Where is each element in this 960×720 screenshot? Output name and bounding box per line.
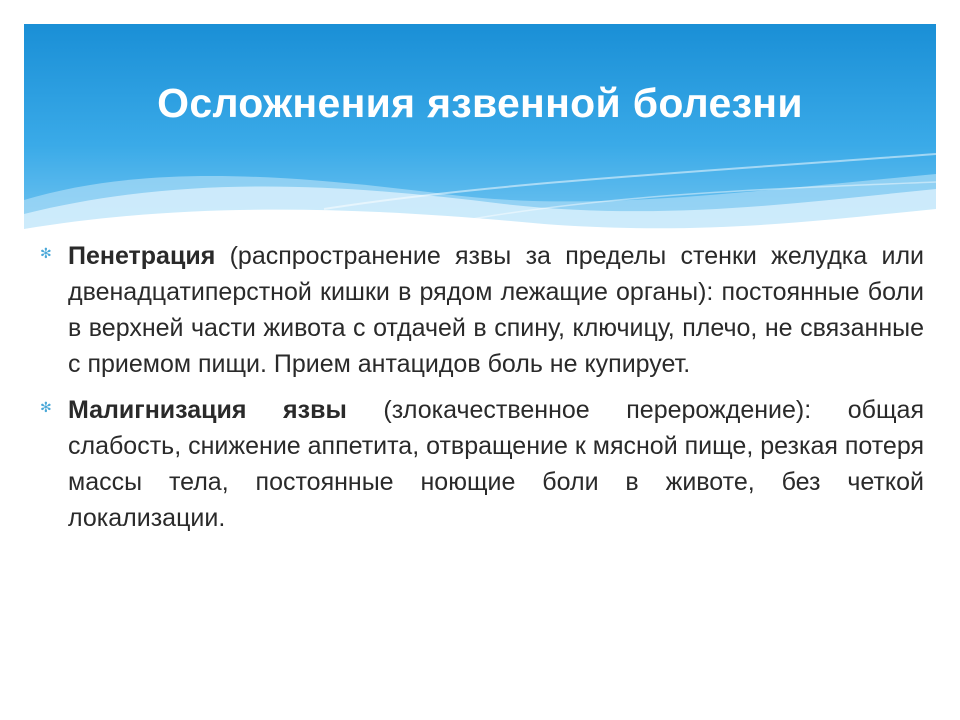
asterisk-bullet-icon: ✻ [40,400,52,416]
bullet-text [68,392,924,536]
bullet-description: (распространение язвы за пределы стенки желудка или двенадцатиперстной кишки в рядом лежащие органы): постоянные боли в верхней части живота с отдачей в спину, ключицу, плечо, не связанные с приемом пищи. Прием антацидов боль не купирует. [68,242,924,378]
bullet-text [68,238,924,382]
bullet-term: Пенетрация [68,242,216,270]
header-banner [24,24,936,244]
bullet-description: (злокачественное перерождение): общая слабость, снижение аппетита, отвращение к мясной пище, резкая потеря массы тела, постоянные ноющие боли в животе, без четкой локализации. [68,396,924,532]
wave-background [24,24,936,244]
bullet-list [40,238,924,546]
page-title: Осложнения язвенной болезни [157,80,803,126]
list-item [40,392,924,536]
list-item [40,238,924,382]
bullet-term: Малигнизация язвы [68,396,347,424]
asterisk-bullet-icon: ✻ [40,246,52,262]
